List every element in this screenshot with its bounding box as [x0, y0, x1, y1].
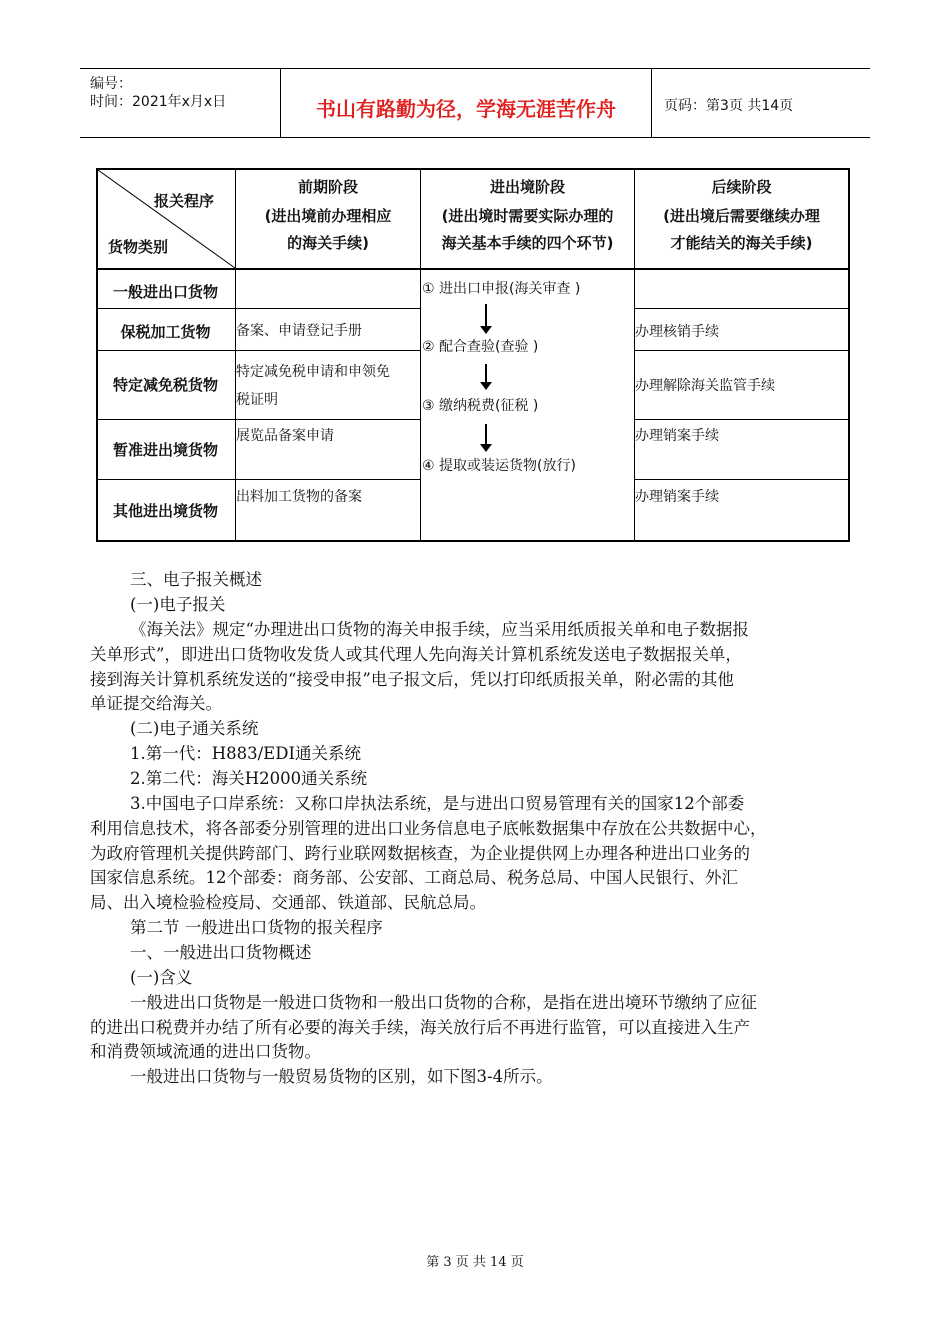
paragraph-line: 利用信息技术，将各部委分别管理的进出口业务信息电子底帐数据集中存放在公共数据中心，	[90, 819, 767, 838]
document-number-label: 编号：	[90, 76, 132, 92]
paragraph-line: 一般进出口货物是一般进口货物和一般出口货物的合称，是指在进出境环节缴纳了应征	[130, 993, 757, 1012]
pre-stage-cell: 备案、申请登记手册	[236, 323, 362, 339]
paragraph-line: 单证提交给海关。	[90, 694, 222, 713]
row-category: 一般进出口货物	[112, 283, 218, 301]
row-category: 特定减免税货物	[112, 376, 218, 394]
pre-stage-cell-line2: 税证明	[236, 392, 278, 408]
post-stage-cell: 办理销案手续	[635, 489, 719, 505]
column-header-pre-sub1: (进出境前办理相应	[264, 207, 392, 225]
subsection-heading: (二)电子通关系统	[130, 719, 259, 738]
border-step-release: ④ 提取或装运货物(放行)	[422, 458, 576, 474]
paragraph-line: 《海关法》规定“办理进出口货物的海关申报手续，应当采用纸质报关单和电子数据报	[130, 620, 749, 639]
header-page-label: 页码：第3页 共14页	[664, 98, 794, 114]
post-stage-cell: 办理销案手续	[635, 428, 719, 444]
row-category: 保税加工货物	[120, 323, 211, 341]
list-item: 2.第二代：海关H2000通关系统	[130, 769, 368, 788]
list-item: 3.中国电子口岸系统：又称口岸执法系统，是与进出口贸易管理有关的国家12个部委	[130, 794, 745, 813]
pre-stage-cell: 出料加工货物的备案	[236, 489, 362, 505]
paragraph-line: 一般进出口货物与一般贸易货物的区别，如下图3-4所示。	[130, 1067, 553, 1086]
paragraph-line: 为政府管理机关提供跨部门、跨行业联网数据核查，为企业提供网上办理各种进出口业务的	[90, 844, 750, 863]
pre-stage-cell: 展览品备案申请	[236, 428, 334, 444]
paragraph-line: 接到海关计算机系统发送的“接受申报”电子报文后，凭以打印纸质报关单，附必需的其他	[90, 670, 734, 689]
column-header-pre: 前期阶段	[297, 178, 358, 196]
corner-label-category: 货物类别	[108, 238, 169, 256]
customs-procedure-table	[96, 168, 850, 542]
section-heading: 第二节 一般进出口货物的报关程序	[130, 918, 383, 937]
column-header-post-sub2: 才能结关的海关手续)	[670, 234, 813, 252]
arrow-down-icon	[485, 364, 487, 384]
page-footer: 第 3 页 共 14 页	[426, 1255, 524, 1270]
paragraph-line: 国家信息系统。12个部委：商务部、公安部、工商总局、税务总局、中国人民银行、外汇	[90, 868, 738, 887]
row-category: 其他进出境货物	[112, 502, 218, 520]
column-header-post-sub1: (进出境后需要继续办理	[663, 207, 820, 225]
border-step-tax: ③ 缴纳税费(征税 )	[422, 398, 539, 414]
column-header-border-sub1: (进出境时需要实际办理的	[441, 207, 614, 225]
subsection-heading: (一)含义	[130, 968, 193, 987]
paragraph-line: 的进出口税费并办结了所有必要的海关手续，海关放行后不再进行监管，可以直接进入生产	[90, 1018, 750, 1037]
column-header-border: 进出境阶段	[489, 178, 565, 196]
post-stage-cell: 办理解除海关监管手续	[635, 378, 775, 394]
pre-stage-cell: 特定减免税申请和申领免	[236, 364, 390, 380]
row-category: 暂准进出境货物	[112, 441, 218, 459]
post-stage-cell: 办理核销手续	[635, 324, 719, 340]
column-header-post: 后续阶段	[711, 178, 772, 196]
border-step-inspection: ② 配合查验(查验 )	[422, 339, 539, 355]
document-date-label: 时间：2021年x月x日	[90, 94, 227, 110]
subsection-heading: (一)电子报关	[130, 595, 226, 614]
list-item: 1.第一代：H883/EDI通关系统	[130, 744, 361, 763]
paragraph-line: 和消费领域流通的进出口货物。	[90, 1042, 321, 1061]
header-motto: 书山有路勤为径，学海无涯苦作舟	[316, 97, 616, 121]
section-heading: 一、一般进出口货物概述	[130, 943, 312, 962]
page-header	[80, 68, 870, 138]
section-heading: 三、电子报关概述	[130, 570, 262, 589]
header-motto-cell	[281, 69, 652, 137]
arrow-down-icon	[485, 304, 487, 328]
corner-label-procedure: 报关程序	[154, 192, 215, 210]
arrow-down-icon	[485, 424, 487, 446]
border-step-declaration: ① 进出口申报(海关审查 )	[422, 281, 581, 297]
column-header-pre-sub2: 的海关手续)	[287, 234, 369, 252]
column-header-border-sub2: 海关基本手续的四个环节)	[441, 234, 614, 252]
paragraph-line: 关单形式”，即进出口货物收发货人或其代理人先向海关计算机系统发送电子数据报关单，	[90, 645, 742, 664]
paragraph-line: 局、出入境检验检疫局、交通部、铁道部、民航总局。	[90, 893, 486, 912]
header-left-cell	[80, 69, 281, 137]
